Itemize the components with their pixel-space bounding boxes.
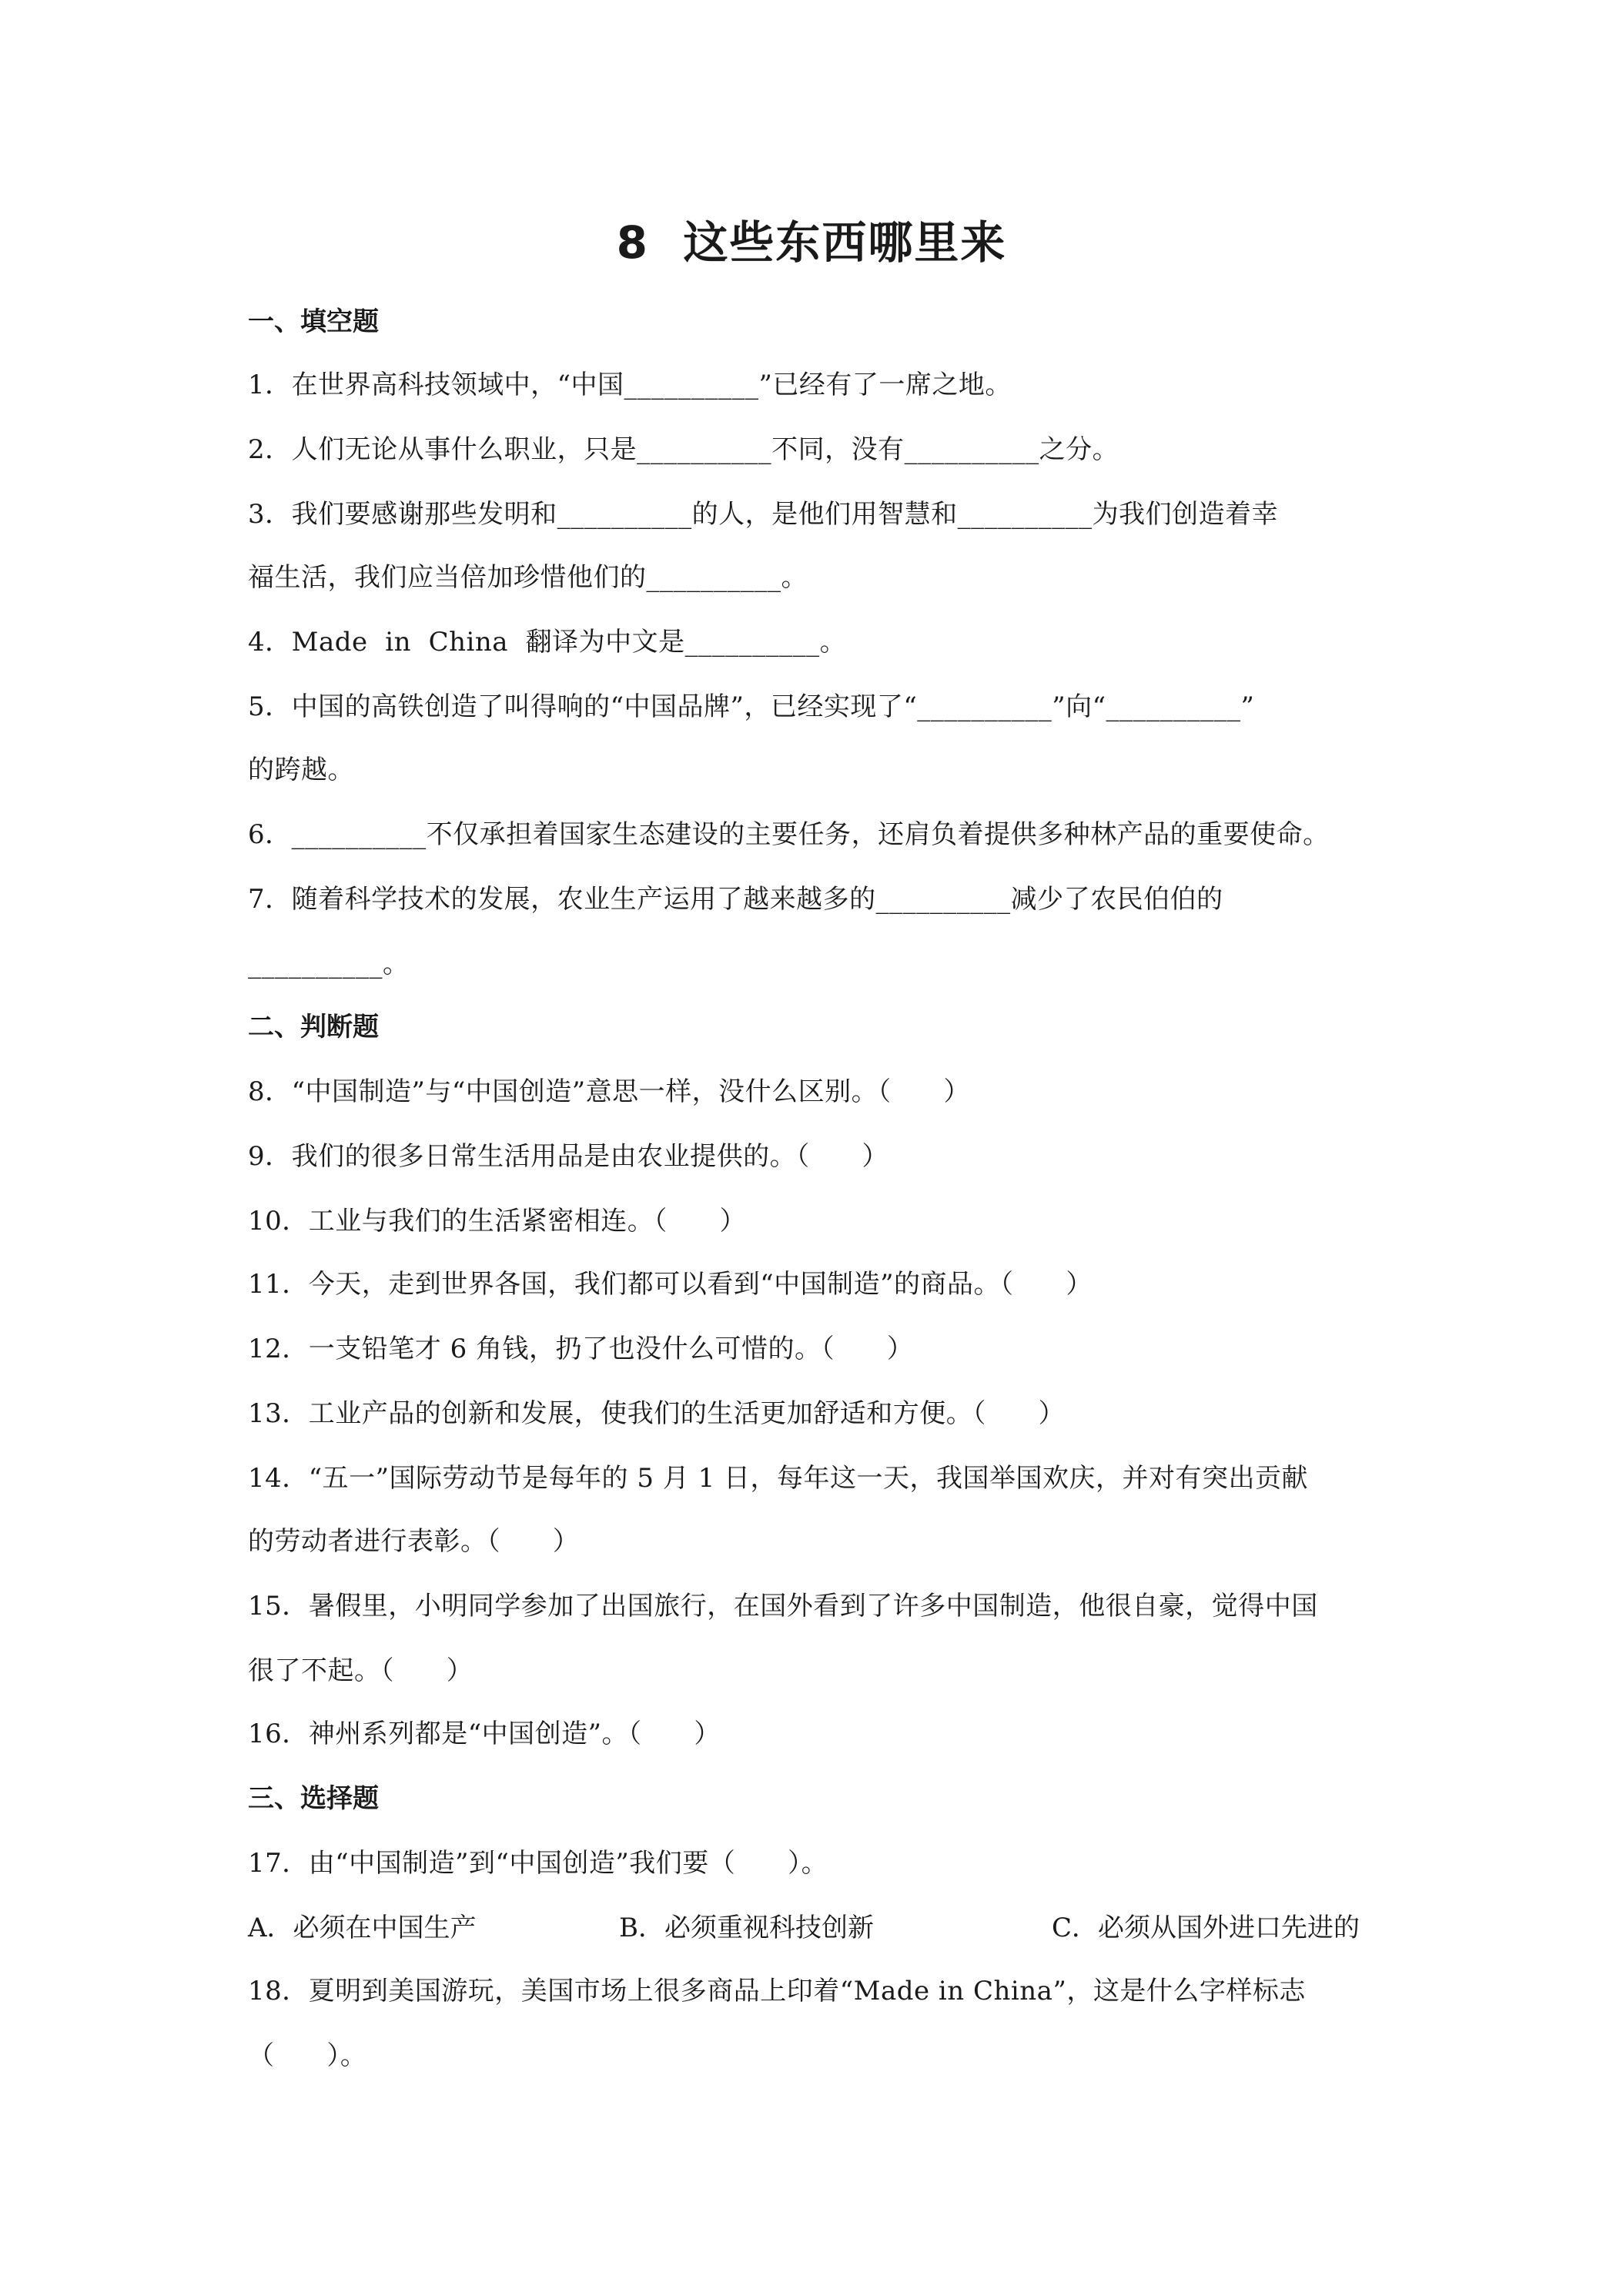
question-5-line-1: 5．中国的高铁创造了叫得响的“中国品牌”，已经实现了“__________”向“__________” <box>248 691 1255 722</box>
question-7-line-1: 7．随着科学技术的发展，农业生产运用了越来越多的__________减少了农民伯伯的 <box>248 884 1223 915</box>
question-16: 16．神州系列都是“中国创造”。（ ） <box>248 1719 721 1749</box>
question-17-option-b: B．必须重视科技创新 <box>619 1913 874 1943</box>
question-11: 11．今天，走到世界各国，我们都可以看到“中国制造”的商品。（ ） <box>248 1269 1093 1300</box>
question-17: 17．由“中国制造”到“中国创造”我们要（ ）。 <box>248 1848 828 1879</box>
question-8: 8．“中国制造”与“中国创造”意思一样，没什么区别。（ ） <box>248 1076 971 1107</box>
question-18-line-1: 18．夏明到美国游玩，美国市场上很多商品上印着“Made in China”，这是什么字样标志 <box>248 1976 1306 2006</box>
question-5-line-2: 的跨越。 <box>248 755 354 785</box>
question-1: 1．在世界高科技领域中，“中国__________”已经有了一席之地。 <box>248 370 1012 400</box>
question-7-line-2: __________。 <box>248 949 410 979</box>
question-12: 12．一支铅笔才 6 角钱，扔了也没什么可惜的。（ ） <box>248 1334 914 1364</box>
section-heading-true-false: 二、判断题 <box>248 1012 379 1043</box>
question-14-line-1: 14．“五一”国际劳动节是每年的 5 月 1 日，每年这一天，我国举国欢庆，并对有突出贡献 <box>248 1463 1309 1494</box>
question-17-option-c: C．必须从国外进口先进的 <box>1052 1913 1360 1943</box>
question-14-line-2: 的劳动者进行表彰。（ ） <box>248 1526 580 1557</box>
question-10: 10．工业与我们的生活紧密相连。（ ） <box>248 1206 747 1237</box>
section-heading-fill-blank: 一、填空题 <box>248 306 379 337</box>
question-17-option-a: A．必须在中国生产 <box>248 1913 477 1943</box>
question-9: 9．我们的很多日常生活用品是由农业提供的。（ ） <box>248 1141 888 1172</box>
section-heading-multiple-choice: 三、选择题 <box>248 1783 379 1814</box>
question-15-line-1: 15．暑假里，小明同学参加了出国旅行，在国外看到了许多中国制造，他很自豪，觉得中国 <box>248 1591 1318 1622</box>
question-13: 13．工业产品的创新和发展，使我们的生活更加舒适和方便。（ ） <box>248 1398 1066 1429</box>
page-title: 8 这些东西哪里来 <box>616 216 1007 269</box>
question-3-line-2: 福生活，我们应当倍加珍惜他们的__________。 <box>248 562 808 593</box>
question-18-line-2: （ ）。 <box>248 2040 367 2071</box>
question-2: 2．人们无论从事什么职业，只是__________不同，没有__________之分。 <box>248 434 1119 465</box>
question-6: 6．__________不仅承担着国家生态建设的主要任务，还肩负着提供多种林产品的重要使命。 <box>248 819 1330 850</box>
question-15-line-2: 很了不起。（ ） <box>248 1655 474 1686</box>
question-4: 4．Made in China 翻译为中文是__________。 <box>248 627 847 658</box>
question-3-line-1: 3．我们要感谢那些发明和__________的人，是他们用智慧和__________为我们创造着幸 <box>248 499 1279 530</box>
